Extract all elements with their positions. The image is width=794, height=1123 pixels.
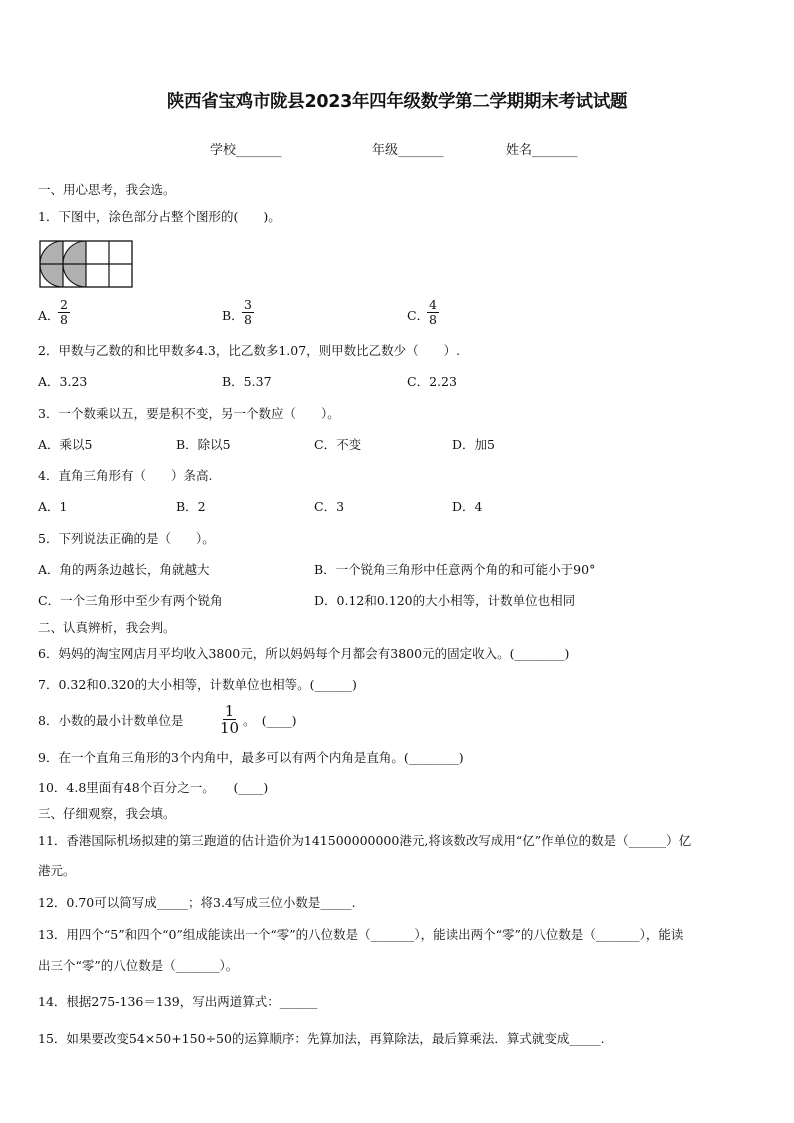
fraction-numerator: 1 [224,702,235,720]
name-field[interactable]: 姓名_______ [506,143,578,158]
q1-option-a-fraction[interactable] [58,298,70,327]
school-field[interactable]: 学校_______ [210,143,282,158]
question-10: 10．4.8里面有48个百分之一。 (____) [38,780,269,795]
q5-option-a[interactable]: A．角的两条边越长，角就越大 [38,562,210,577]
q3-option-c[interactable]: C．不变 [314,437,362,452]
question-5: 5．下列说法正确的是（ ）。 [38,531,215,546]
q8-fraction [218,703,241,736]
fraction-denominator: 8 [429,312,437,327]
q4-option-b[interactable]: B．2 [176,499,206,514]
question-13-line2: 出三个“零”的八位数是（_______）。 [38,958,239,973]
q4-option-a[interactable]: A．1 [38,499,68,514]
fraction-numerator: 4 [429,297,437,312]
q3-option-d[interactable]: D．加5 [452,437,495,452]
question-15: 15．如果要改变54×50+150÷50的运算顺序：先算加法，再算除法，最后算乘法．算式就变成_____. [38,1031,605,1046]
q1-grid-figure [39,240,135,288]
q5-option-c[interactable]: C．一个三角形中至少有两个锐角 [38,593,223,608]
grade-field[interactable]: 年级_______ [372,143,444,158]
q4-option-c[interactable]: C．3 [314,499,345,514]
q2-option-a[interactable]: A．3.23 [38,374,88,389]
question-2: 2．甲数与乙数的和比甲数多4.3，比乙数多1.07，则甲数比乙数少（ ）. [38,343,461,358]
q1-option-b-fraction[interactable] [242,298,254,327]
question-3: 3．一个数乘以五，要是积不变，另一个数应（ ）。 [38,406,340,421]
question-8: 8．小数的最小计数单位是 [38,713,184,728]
fraction-denominator: 10 [220,719,240,737]
q5-option-b[interactable]: B．一个锐角三角形中任意两个角的和可能小于90° [314,562,596,577]
question-12: 12．0.70可以简写成_____；将3.4写成三位小数是_____. [38,895,356,910]
question-7: 7．0.32和0.320的大小相等，计数单位也相等。(______) [38,677,357,692]
question-13-line1: 13．用四个“5”和四个“0”组成能读出一个“零”的八位数是（_______），能读出两个“零”的八位数是（_______），能读 [38,927,684,942]
fraction-denominator: 8 [60,312,68,327]
q3-option-b[interactable]: B．除以5 [176,437,231,452]
q2-option-c[interactable]: C．2.23 [407,374,457,389]
q1-option-c-label[interactable]: C． [407,308,430,323]
question-9: 9．在一个直角三角形的3个内角中，最多可以有两个内角是直角。(________) [38,750,464,765]
question-1: 1．下图中，涂色部分占整个图形的( )。 [38,209,281,224]
question-4: 4．直角三角形有（ ）条高. [38,468,213,483]
q1-option-c-fraction[interactable] [427,298,439,327]
question-11-line2: 港元。 [38,863,76,878]
question-14: 14．根据275-136＝139，写出两道算式：______ [38,994,318,1009]
fraction-denominator: 8 [244,312,252,327]
section-1-heading: 一、用心思考，我会选。 [38,182,176,197]
q4-option-d[interactable]: D．4 [452,499,483,514]
question-11-line1: 11．香港国际机场拟建的第三跑道的估计造价为141500000000港元,将该数改写成用“亿”作单位的数是（______）亿 [38,833,692,848]
question-6: 6．妈妈的淘宝网店月平均收入3800元，所以妈妈每个月都会有3800元的固定收入。(________) [38,646,570,661]
page-title: 陕西省宝鸡市陇县2023年四年级数学第二学期期末考试试题 [166,92,628,112]
q1-option-b-label[interactable]: B． [222,308,244,323]
q1-option-a-label[interactable]: A． [38,308,60,323]
q5-option-d[interactable]: D．0.12和0.120的大小相等，计数单位也相同 [314,593,576,608]
section-3-heading: 三、仔细观察，我会填。 [38,806,176,821]
q3-option-a[interactable]: A．乘以5 [38,437,93,452]
q2-option-b[interactable]: B．5.37 [222,374,272,389]
q8-answer-blank[interactable]: 。 (____) [243,713,297,728]
fraction-numerator: 3 [244,297,252,312]
fraction-numerator: 2 [60,297,68,312]
section-2-heading: 二、认真辨析，我会判。 [38,620,176,635]
